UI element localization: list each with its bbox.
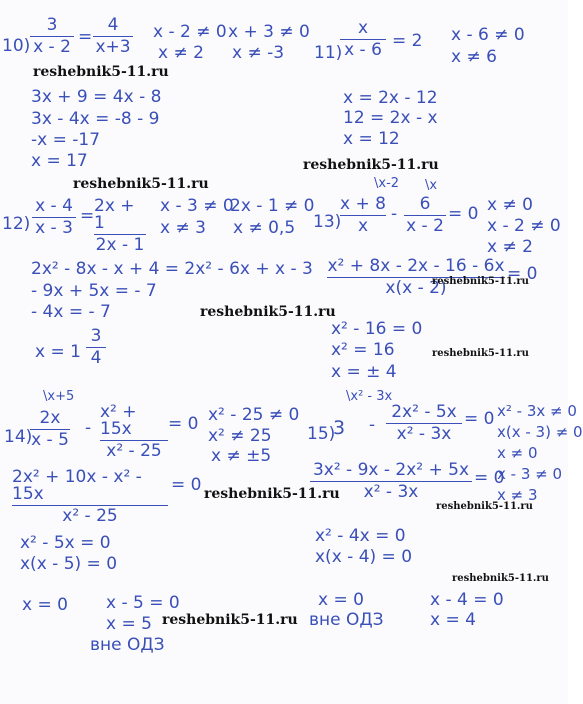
p13-condition-3: x ≠ 2 <box>487 237 533 257</box>
p12-condition-3: x ≠ 3 <box>160 218 206 238</box>
problem-number-15: 15) <box>307 424 336 444</box>
fraction-numerator: 2x² + 10x - x² - 15x <box>12 467 142 504</box>
watermark: reshebnik5-11.ru <box>204 486 340 502</box>
minus-sign: - <box>369 415 376 435</box>
fraction-denominator: 4 <box>90 348 102 368</box>
p15-out-of-domain: вне ОДЗ <box>309 610 384 630</box>
problem-number-10: 10) <box>2 36 31 56</box>
p14-multiplier: \x+5 <box>43 389 75 404</box>
p10-condition-3: x ≠ 2 <box>158 43 204 63</box>
p15-step-2: x(x - 4) = 0 <box>315 547 413 567</box>
fraction-numerator: 6 <box>419 194 431 214</box>
p11-condition-1: x - 6 ≠ 0 <box>451 25 525 45</box>
watermark: reshebnik5-11.ru <box>436 501 533 512</box>
fraction-denominator: x - 2 <box>33 37 71 57</box>
minus-sign: - <box>85 418 92 438</box>
p12-answer-fraction <box>86 328 106 367</box>
fraction-denominator: x² - 25 <box>106 441 162 461</box>
p10-step-3: -x = -17 <box>31 130 101 150</box>
p12-step-1: 2x² - 8x - x + 4 = 2x² - 6x + x - 3 <box>31 259 313 279</box>
p12-step-3: - 4x = - 7 <box>31 302 111 322</box>
p12-step-2: - 9x + 5x = - 7 <box>31 281 157 301</box>
p11-equals: = 2 <box>392 31 423 51</box>
p10-fraction-right <box>93 17 133 56</box>
fraction-denominator: x - 5 <box>31 430 69 450</box>
problem-number-12: 12) <box>2 214 31 234</box>
p12-condition-1: x - 3 ≠ 0 <box>160 196 234 216</box>
p13-step-1: x² - 16 = 0 <box>331 319 423 339</box>
p15-root-1: x = 0 <box>318 590 364 610</box>
watermark: reshebnik5-11.ru <box>162 612 298 628</box>
p14-equals: = 0 <box>168 414 199 434</box>
p14-out-of-domain: вне ОДЗ <box>90 635 165 655</box>
p10-step-4: x = 17 <box>31 151 88 171</box>
equals-sign: = <box>80 206 95 226</box>
p15-multiplier: \x² - 3x <box>346 389 393 404</box>
p15-condition-1: x² - 3x ≠ 0 <box>497 402 577 420</box>
fraction-numerator: 3 <box>90 326 102 346</box>
fraction-denominator: x+3 <box>95 37 131 57</box>
equals-sign: = <box>78 27 93 47</box>
fraction-denominator: x² - 3x <box>396 424 452 444</box>
p14-combined-fraction <box>12 469 168 525</box>
p13-step-2: x² = 16 <box>331 340 395 360</box>
p15-step-1: x² - 4x = 0 <box>315 526 406 546</box>
fraction-denominator: x² - 3x <box>363 482 419 502</box>
p12-fraction-left <box>32 198 76 237</box>
p15-equals: = 0 <box>464 409 495 429</box>
p10-step-2: 3x - 4x = -8 - 9 <box>31 109 160 129</box>
p10-condition-2: x + 3 ≠ 0 <box>228 22 310 42</box>
p14-root-2: x = 5 <box>106 614 152 634</box>
p13-fraction-left <box>340 196 386 235</box>
p12-fraction-right <box>94 198 146 254</box>
problem-number-13: 13) <box>313 212 342 232</box>
watermark: reshebnik5-11.ru <box>432 276 529 287</box>
watermark: reshebnik5-11.ru <box>432 348 529 359</box>
problem-number-14: 14) <box>4 427 33 447</box>
p10-fraction-left <box>30 17 74 56</box>
fraction-numerator: 4 <box>107 15 119 35</box>
minus-sign: - <box>391 204 398 224</box>
p14-condition-1: x² - 25 ≠ 0 <box>208 405 300 425</box>
p13-equals: = 0 <box>448 204 479 224</box>
fraction-denominator: x - 2 <box>406 216 444 236</box>
p15-combined-equals: = 0 <box>474 468 505 488</box>
fraction-denominator: x <box>357 216 369 236</box>
p13-condition-2: x - 2 ≠ 0 <box>487 216 561 236</box>
watermark: reshebnik5-11.ru <box>73 176 209 192</box>
p13-combined-equals: = 0 <box>507 264 538 284</box>
fraction-numerator: x + 8 <box>340 194 386 214</box>
fraction-numerator: x <box>357 18 369 38</box>
p13-multiplier-2: \x <box>425 178 438 193</box>
p12-condition-4: x ≠ 0,5 <box>233 218 296 238</box>
fraction-numerator: 2x <box>39 408 61 428</box>
p15-fraction <box>386 404 462 443</box>
p14-condition-3: x ≠ ±5 <box>211 446 272 466</box>
p12-condition-2: 2x - 1 ≠ 0 <box>230 196 315 216</box>
fraction-numerator: x² + 8x - 2x - 16 - 6x <box>327 256 505 276</box>
watermark: reshebnik5-11.ru <box>33 64 169 80</box>
p15-condition-3: x ≠ 0 <box>497 444 538 462</box>
p13-condition-1: x ≠ 0 <box>487 195 533 215</box>
fraction-denominator: x² - 25 <box>62 506 118 526</box>
fraction-numerator: 3x² - 9x - 2x² + 5x <box>312 460 470 480</box>
p14-step-1: x² - 5x = 0 <box>20 533 111 553</box>
p10-condition-1: x - 2 ≠ 0 <box>153 22 227 42</box>
p14-fraction-right <box>100 404 168 460</box>
fraction-numerator: 2x² - 5x <box>391 402 457 422</box>
p15-condition-4: x - 3 ≠ 0 <box>497 465 563 483</box>
p15-combined-fraction <box>310 462 472 501</box>
p13-multiplier-1: \x-2 <box>374 176 400 191</box>
fraction-denominator: x - 6 <box>344 40 382 60</box>
watermark: reshebnik5-11.ru <box>303 157 439 173</box>
p15-root-2-equation: x - 4 = 0 <box>430 590 504 610</box>
fraction-denominator: x - 3 <box>35 218 73 238</box>
p10-condition-4: x ≠ -3 <box>232 43 285 63</box>
p11-step-1: x = 2x - 12 <box>343 88 438 108</box>
problem-number-11: 11) <box>314 43 343 63</box>
p15-condition-2: x(x - 3) ≠ 0 <box>497 423 583 441</box>
p14-step-2: x(x - 5) = 0 <box>20 554 118 574</box>
p14-root-2-equation: x - 5 = 0 <box>106 593 180 613</box>
watermark: reshebnik5-11.ru <box>452 573 549 584</box>
p15-leading-term: 3 <box>333 417 346 439</box>
fraction-numerator: 3 <box>46 15 58 35</box>
p14-combined-equals: = 0 <box>171 475 202 495</box>
p13-step-3: x = ± 4 <box>331 362 397 382</box>
p10-step-1: 3x + 9 = 4x - 8 <box>31 87 162 107</box>
fraction-numerator: 2x + 1 <box>94 196 135 233</box>
p15-root-2: x = 4 <box>430 610 476 630</box>
fraction-numerator: x - 4 <box>35 196 73 216</box>
p11-fraction <box>340 20 386 59</box>
p11-step-2: 12 = 2x - x <box>343 108 438 128</box>
p14-condition-2: x² ≠ 25 <box>208 426 272 446</box>
fraction-denominator: 2x - 1 <box>95 235 145 255</box>
watermark: reshebnik5-11.ru <box>200 304 336 320</box>
p12-answer: x = 1 <box>35 342 81 362</box>
p15-condition-5: x ≠ 3 <box>497 486 538 504</box>
p11-step-3: x = 12 <box>343 129 400 149</box>
p13-fraction-right <box>404 196 446 235</box>
fraction-denominator: x(x - 2) <box>385 278 447 298</box>
p14-fraction-left <box>30 410 70 449</box>
p11-condition-2: x ≠ 6 <box>451 47 497 67</box>
fraction-numerator: x² + 15x <box>100 402 137 439</box>
p14-root-1: x = 0 <box>22 595 68 615</box>
